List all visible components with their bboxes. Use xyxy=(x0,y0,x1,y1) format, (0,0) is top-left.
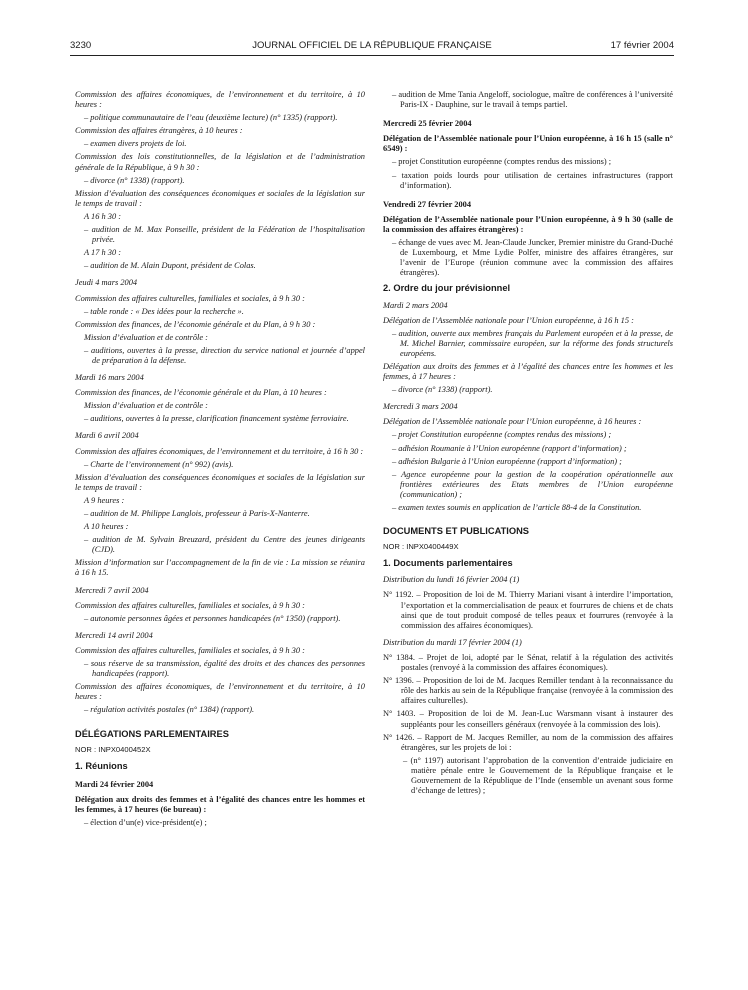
left-paragraph: Mardi 16 mars 2004 xyxy=(75,373,144,383)
left-paragraph: Mercredi 7 avril 2004 xyxy=(75,585,149,595)
left-paragraph: – examen divers projets de loi. xyxy=(84,139,187,149)
left-paragraph: Commission des lois constitutionnelles, de la législation et de l’administration générale de la République, à 9 h 30 : xyxy=(75,152,365,172)
left-paragraph: A 10 heures : xyxy=(84,522,129,532)
issue-date: 17 février 2004 xyxy=(610,40,674,51)
right-paragraph: Délégation de l’Assemblée nationale pour l’Union européenne, à 16 h 15 : xyxy=(383,315,634,325)
right-paragraph: – projet Constitution européenne (comptes rendus des missions) ; xyxy=(392,430,612,440)
right-paragraph: – examen textes soumis en application de l’article 88-4 de la Constitution. xyxy=(392,503,642,512)
right-paragraph: N° 1426. – Rapport de M. Jacques Remiller, au nom de la commission des affaires étrangères, sur les projets de loi : xyxy=(383,732,673,752)
right-paragraph: – adhésion Bulgarie à l’Union européenne (rapport d’information) ; xyxy=(392,456,622,466)
right-paragraph: – audition, ouverte aux membres français du Parlement européen et à la presse, de M. Michel Barnier, commissaire européen, sur la réforme des fonds structurels européens. xyxy=(392,328,673,358)
left-paragraph: – audition de M. Alain Dupont, président de Colas. xyxy=(84,261,256,271)
right-paragraph: – adhésion Roumanie à l’Union européenne (rapport d’information) ; xyxy=(392,443,627,453)
left-paragraph: Mardi 6 avril 2004 xyxy=(75,431,139,441)
right-paragraph: Vendredi 27 février 2004 xyxy=(383,199,472,209)
left-paragraph: A 9 heures : xyxy=(84,495,125,505)
left-paragraph: – politique communautaire de l’eau (deuxième lecture) (n° 1335) (rapport). xyxy=(84,113,338,123)
left-paragraph: A 16 h 30 : xyxy=(84,211,122,221)
left-paragraph: – audition de M. Sylvain Breuzard, président du Centre des jeunes dirigeants (CJD). xyxy=(84,535,365,555)
journal-title: JOURNAL OFFICIEL DE LA RÉPUBLIQUE FRANÇAISE xyxy=(252,40,492,51)
left-paragraph: A 17 h 30 : xyxy=(84,248,122,258)
left-paragraph: NOR : INPX0400452X xyxy=(75,744,151,754)
left-paragraph: Mission d’évaluation et de contrôle : xyxy=(84,332,208,342)
page-number: 3230 xyxy=(70,40,92,51)
right-paragraph: Mercredi 25 février 2004 xyxy=(383,119,472,129)
left-paragraph: Commission des finances, de l’économie générale et du Plan, à 10 heures : xyxy=(75,388,327,398)
right-paragraph: – divorce (n° 1338) (rapport). xyxy=(392,385,493,395)
right-paragraph: Distribution du mardi 17 février 2004 (1) xyxy=(383,637,522,647)
right-paragraph: Délégation de l’Assemblée nationale pour l’Union européenne, à 16 h 15 (salle n° 6549) : xyxy=(383,134,673,154)
right-paragraph: – taxation poids lourds pour utilisation de certaines infrastructures (rapport d’information). xyxy=(392,170,673,190)
left-paragraph: – élection d’un(e) vice-président(e) ; xyxy=(84,818,207,828)
left-paragraph: – autonomie personnes âgées et personnes handicapées (n° 1350) (rapport). xyxy=(84,613,341,623)
right-paragraph: Mardi 2 mars 2004 xyxy=(383,300,448,310)
right-paragraph: NOR : INPX0400449X xyxy=(383,542,459,552)
right-paragraph: N° 1403. – Proposition de loi de M. Jean-Luc Warsmann visant à instaurer des suppléants pour les conseillers généraux (renvoyée à la commission des lois). xyxy=(383,709,673,729)
left-paragraph: – table ronde : « Des idées pour la recherche ». xyxy=(84,306,244,316)
right-paragraph: 1. Documents parlementaires xyxy=(383,558,513,569)
left-paragraph: Mercredi 14 avril 2004 xyxy=(75,630,153,640)
left-paragraph: Jeudi 4 mars 2004 xyxy=(75,278,138,288)
header-rule xyxy=(70,55,674,56)
left-paragraph: – sous réserve de sa transmission, égalité des droits et des chances des personnes handicapées (rapport). xyxy=(84,659,365,679)
right-paragraph: Distribution du lundi 16 février 2004 (1) xyxy=(383,575,520,585)
left-paragraph: Commission des affaires économiques, de l’environnement et du territoire, à 10 heures : xyxy=(75,682,365,702)
left-paragraph: – Charte de l’environnement (n° 992) (avis). xyxy=(84,459,234,469)
right-column xyxy=(383,90,673,799)
left-paragraph: Commission des finances, de l’économie générale et du Plan, à 9 h 30 : xyxy=(75,319,316,329)
left-column xyxy=(75,90,365,831)
left-paragraph: – divorce (n° 1338) (rapport). xyxy=(84,175,185,185)
left-paragraph: Commission des affaires économiques, de l’environnement et du territoire, à 16 h 30 : xyxy=(75,446,364,456)
right-paragraph: Délégation aux droits des femmes et à l’égalité des chances entre les hommes et les femmes, à 17 heures : xyxy=(383,361,673,382)
left-paragraph: – régulation activités postales (n° 1384) (rapport). xyxy=(84,705,255,715)
right-paragraph: – Agence européenne pour la gestion de la coopération opérationnelle aux frontières extérieures des Etats membres de l’Union européenne (communication) ; xyxy=(392,469,673,499)
left-paragraph: – auditions, ouvertes à la presse, direction du service national et journée d’appel de préparation à la défense. xyxy=(84,345,365,365)
left-paragraph: Mission d’évaluation des conséquences économiques et sociales de la législation sur le temps de travail : xyxy=(75,472,365,492)
left-paragraph: Mission d’évaluation des conséquences économiques et sociales de la législation sur le temps de travail : xyxy=(75,188,365,208)
right-paragraph: Délégation de l’Assemblée nationale pour l’Union européenne, à 16 heures : xyxy=(383,417,642,427)
right-paragraph: N° 1192. – Proposition de loi de M. Thierry Mariani visant à interdire l’importation, l’exportation et la commercialisation de peaux et fourrures de chiens et de chats ainsi que de tout produit composé de telles peaux et fourrures (renvoyée à la commission des affaires économiques). xyxy=(383,590,673,630)
left-paragraph: Mission d’information sur l’accompagnement de la fin de vie : La mission se réunira à 16 h 15. xyxy=(75,558,365,578)
right-paragraph: – projet Constitution européenne (comptes rendus des missions) ; xyxy=(392,157,612,167)
left-paragraph: DÉLÉGATIONS PARLEMENTAIRES xyxy=(75,728,229,739)
right-paragraph: N° 1384. – Projet de loi, adopté par le Sénat, relatif à la régulation des activités postales (renvoyé à la commission des affaires économiques). xyxy=(383,652,673,673)
left-paragraph: – auditions, ouvertes à la presse, clarification financement système ferroviaire. xyxy=(84,414,349,424)
left-paragraph: Commission des affaires culturelles, familiales et sociales, à 9 h 30 : xyxy=(75,293,305,303)
left-paragraph: – audition de M. Philippe Langlois, professeur à Paris-X-Nanterre. xyxy=(84,509,310,518)
right-paragraph: N° 1396. – Proposition de loi de M. Jacques Remiller tendant à la reconnaissance du rôle des harkis au sein de la République française (renvoyée à la commission des affaires culturelles). xyxy=(383,676,673,706)
right-paragraph: Mercredi 3 mars 2004 xyxy=(383,402,458,412)
left-paragraph: Commission des affaires culturelles, familiales et sociales, à 9 h 30 : xyxy=(75,600,305,610)
left-paragraph: 1. Réunions xyxy=(75,760,128,771)
right-paragraph: Délégation de l’Assemblée nationale pour l’Union européenne, à 9 h 30 (salle de la commission des affaires étrangères) : xyxy=(383,214,673,234)
right-paragraph: – audition de Mme Tania Angeloff, sociologue, maître de conférences à l’université Paris-IX - Dauphine, sur le travail à temps partiel. xyxy=(392,90,673,110)
left-paragraph: Mission d’évaluation et de contrôle : xyxy=(84,401,208,411)
left-paragraph: Commission des affaires culturelles, familiales et sociales, à 9 h 30 : xyxy=(75,645,305,655)
page-header xyxy=(70,40,674,54)
right-paragraph: 2. Ordre du jour prévisionnel xyxy=(383,283,511,294)
left-paragraph: Délégation aux droits des femmes et à l’égalité des chances entre les hommes et les femmes, à 17 heures (6e bureau) : xyxy=(75,794,365,814)
right-paragraph: – échange de vues avec M. Jean-Claude Juncker, Premier ministre du Grand-Duché de Luxembourg, et Mme Lydie Polfer, ministre des affaires étrangères, sur l’avenir de l’Europe (réunion commune avec la commission des affaires étrangères). xyxy=(392,238,673,278)
left-paragraph: Commission des affaires étrangères, à 10 heures : xyxy=(75,126,243,136)
left-paragraph: – audition de M. Max Ponseille, président de la Fédération de l’hospitalisation privée. xyxy=(84,225,365,245)
right-paragraph: DOCUMENTS ET PUBLICATIONS xyxy=(383,526,529,537)
left-paragraph: Commission des affaires économiques, de l’environnement et du territoire, à 10 heures : xyxy=(75,90,365,110)
right-paragraph: – (n° 1197) autorisant l’approbation de la convention d’entraide judiciaire en matière pénale entre le Gouvernement de la République française et le Gouvernement de la République de l’Inde (ensemble un avenant sous forme d’échange de lettres) ; xyxy=(403,755,673,796)
left-paragraph: Mardi 24 février 2004 xyxy=(75,779,154,789)
